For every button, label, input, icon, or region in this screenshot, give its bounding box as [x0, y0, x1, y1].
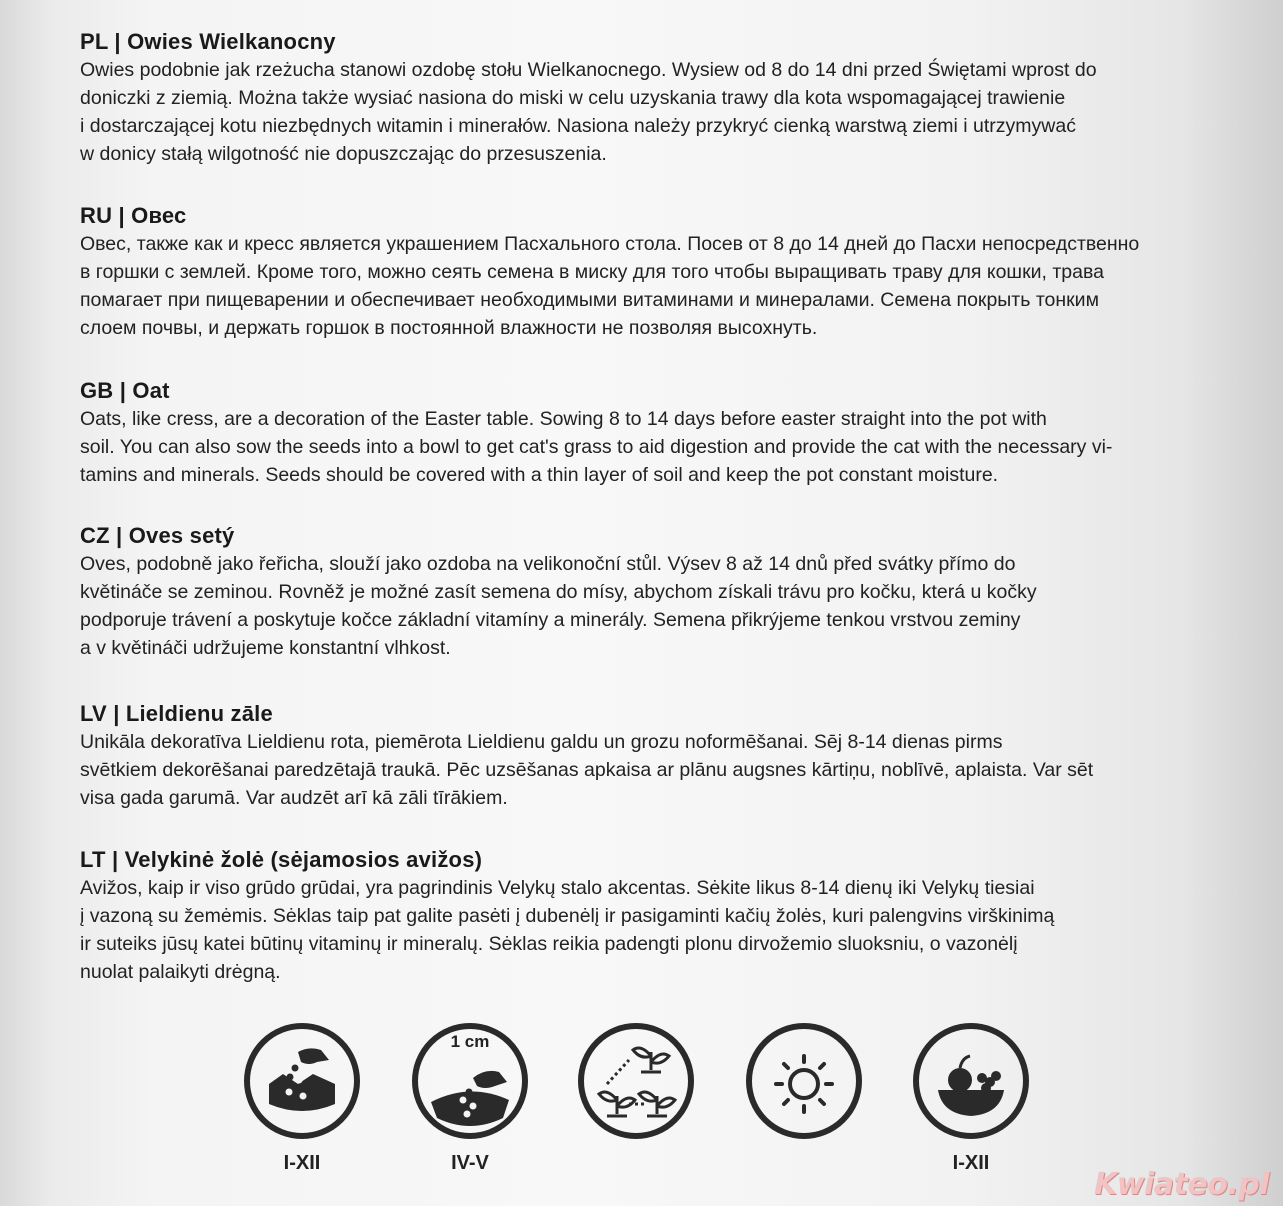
- text-line: soil. You can also sow the seeds into a bowl to get cat's grass to aid digestion and provide the cat with the necessary vi-: [80, 436, 1113, 458]
- text-line: svētkiem dekorēšanai paredzētajā traukā. Pēc uzsēšanas apkaisa ar plānu augsnes kārtiņu, noblīvē, aplaista. Var sēt: [80, 759, 1094, 781]
- section-heading: RU | Овес: [80, 203, 187, 228]
- section-text: [80, 728, 1220, 812]
- text-line: visa gada garumā. Var audzēt arī kā zāli tīrākiem.: [80, 787, 508, 809]
- text-line: Oves, podobně jako řeřicha, slouží jako ozdoba na velikonoční stůl. Výsev 8 až 14 dnů před svátky přímo do: [80, 553, 1016, 575]
- text-line: tamins and minerals. Seeds should be covered with a thin layer of soil and keep the pot constant moisture.: [80, 464, 999, 486]
- text-line: Owies podobnie jak rzeżucha stanowi ozdobę stołu Wielkanocnego. Wysiew od 8 do 14 dni przed Świętami wprost do: [80, 59, 1097, 81]
- text-line: помагает при пищеварении и обеспечивает необходимыми витаминами и минералами. Семена покрыть тонким: [80, 289, 1099, 311]
- months-label: IV-V: [451, 1152, 489, 1174]
- sun-position-icon: [745, 1022, 863, 1140]
- months-label: I-XII: [952, 1152, 990, 1174]
- text-line: слоем почвы, и держать горшок в постоянной влажности не позволяя высохнуть.: [80, 317, 818, 339]
- section-lt: [80, 846, 1220, 986]
- watermark-logo: Kwiateo.pl: [1094, 1167, 1269, 1202]
- section-ru: [80, 202, 1220, 342]
- months-label: I-XII: [283, 1152, 321, 1174]
- text-line: a v květináči udržujeme konstantní vlhkost.: [80, 637, 451, 659]
- section-text: [80, 230, 1220, 342]
- text-line: doniczki z ziemią. Można także wysiać nasiona do miski w celu uzyskania trawy dla kota wspomagającej trawienie: [80, 87, 1066, 109]
- text-line: Unikāla dekoratīva Lieldienu rota, piemērota Lieldienu galdu un grozu noformēšanai. Sēj 8-14 dienas pirms: [80, 731, 1003, 753]
- section-heading: PL | Owies Wielkanocny: [80, 29, 336, 54]
- section-cz: [80, 522, 1220, 662]
- text-line: podporuje trávení a poskytuje kočce základní vitamíny a minerály. Semena přikrýjeme tenkou vrstvou zeminy: [80, 609, 1021, 631]
- text-line: Avižos, kaip ir viso grūdo grūdai, yra pagrindinis Velykų stalo akcentas. Sėkite likus 8-14 dienų iki Velykų tiesiai: [80, 877, 1035, 899]
- section-text: [80, 56, 1220, 168]
- text-line: в горшки с землей. Кроме того, можно сеять семена в миску для того чтобы выращивать траву для кошки, трава: [80, 261, 1104, 283]
- text-line: i dostarczającej kotu niezbędnych witamin i minerałów. Nasiona należy przykryć cienką warstwą ziemi i utrzymywać: [80, 115, 1076, 137]
- section-text: [80, 874, 1220, 986]
- section-heading: LV | Lieldienu zāle: [80, 701, 273, 726]
- text-line: į vazoną su žemėmis. Sėklas taip pat galite pasėti į dubenėlį ir pasigaminti kačių žolės, kuri palengvins virškinimą: [80, 905, 1055, 927]
- sowing-icon: [243, 1022, 361, 1174]
- text-line: Oats, like cress, are a decoration of the Easter table. Sowing 8 to 14 days before easter straight into the pot with: [80, 408, 1047, 430]
- text-line: nuolat palaikyti drėgną.: [80, 961, 281, 983]
- section-pl: [80, 28, 1220, 168]
- section-gb: [80, 377, 1220, 489]
- text-line: květináče se zeminou. Rovněž je možné zasít semena do mísy, abychom získali trávu pro kočku, která u kočky: [80, 581, 1037, 603]
- section-lv: [80, 700, 1220, 812]
- text-line: w donicy stałą wilgotność nie dopuszczając do przesuszenia.: [80, 143, 607, 165]
- harvest-basket-icon: [912, 1022, 1030, 1174]
- depth-label: 1 cm: [450, 1032, 490, 1051]
- section-text: [80, 405, 1220, 489]
- text-line: ir suteiks jūsų katei būtinų vitaminų ir mineralų. Sėklas reikia padengti plonu dirvožemio sluoksniu, o vazonėlį: [80, 933, 1018, 955]
- section-heading: CZ | Oves setý: [80, 523, 235, 548]
- plant-spacing-icon: [577, 1022, 695, 1140]
- section-text: [80, 550, 1220, 662]
- sowing-depth-icon: [411, 1022, 529, 1174]
- text-line: Овес, также как и кресс является украшением Пасхального стола. Посев от 8 до 14 дней до Пасхи непосредственно: [80, 233, 1140, 255]
- section-heading: GB | Oat: [80, 378, 170, 403]
- cultivation-icons: [0, 1022, 1283, 1182]
- section-heading: LT | Velykinė žolė (sėjamosios avižos): [80, 847, 483, 872]
